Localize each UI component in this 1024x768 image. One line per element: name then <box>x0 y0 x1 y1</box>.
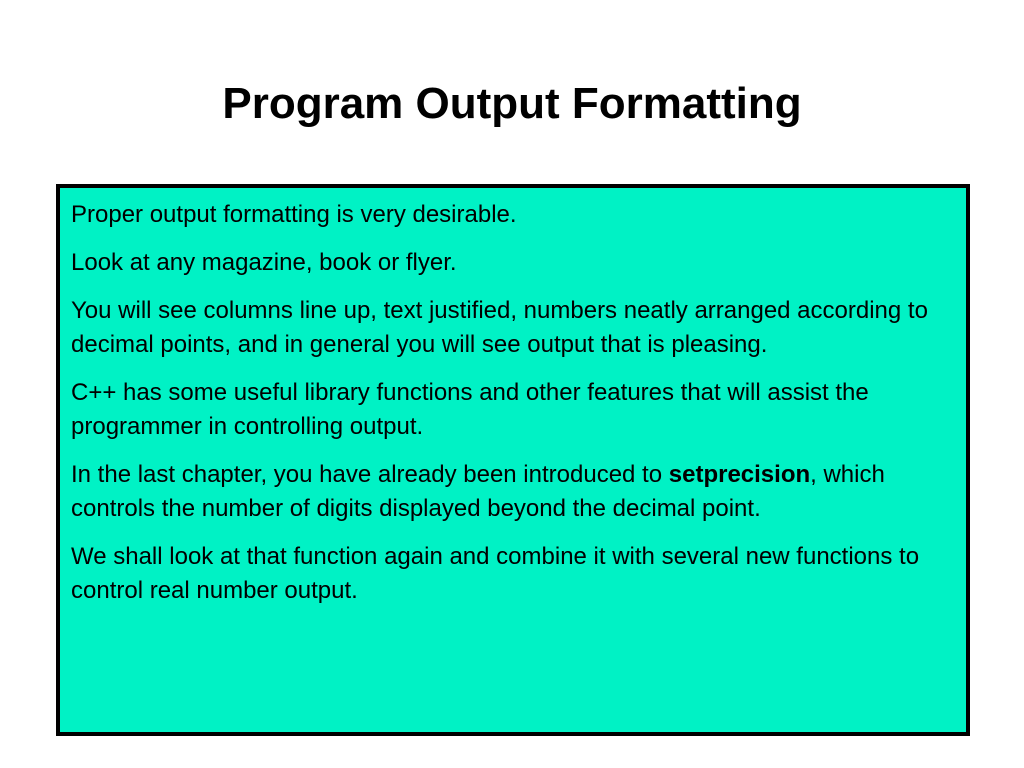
paragraph-3: You will see columns line up, text justified, numbers neatly arranged according to decimal points, and in general you will see output that is pleasing. <box>71 297 928 358</box>
paragraph-5 <box>71 458 958 526</box>
setprecision-keyword: setprecision <box>668 461 811 488</box>
paragraph-5-before: In the last chapter, you have already been introduced to <box>71 461 669 488</box>
paragraph-6: We shall look at that function again and combine it with several new functions to control real number output. <box>71 543 920 604</box>
slide-title: Program Output Formatting <box>222 79 802 128</box>
paragraph-2: Look at any magazine, book or flyer. <box>71 249 457 276</box>
content-box <box>56 184 970 736</box>
paragraph-4: C++ has some useful library functions and other features that will assist the programmer in controlling output. <box>71 379 869 440</box>
paragraph-1: Proper output formatting is very desirable. <box>71 201 517 228</box>
paragraph-5-after: , which controls the number of digits displayed beyond the decimal point. <box>71 461 885 522</box>
